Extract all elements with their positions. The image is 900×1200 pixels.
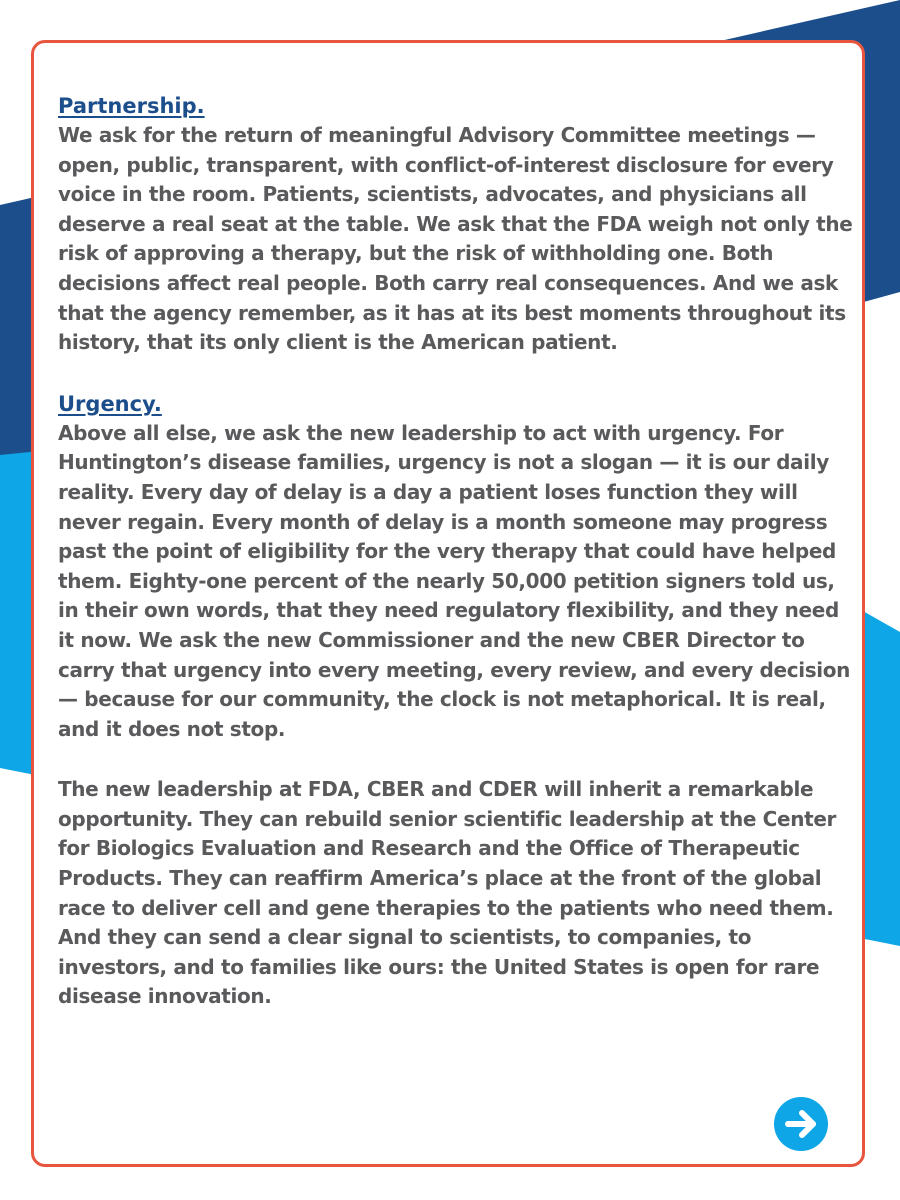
closing-paragraph: The new leadership at FDA, CBER and CDER will inherit a remarkable opportunity. They can rebuild senior scientific leadership at the Center for Biologics Evaluation and Research and the Office of Therapeutic Products. They can reaffirm America’s place at the front of the global race to deliver cell and gene therapies to the patients who need them. And they can send a clear signal to scientists, to companies, to investors, and to families like ours: the United States is open for rare disease innovation. bbox=[58, 777, 837, 1009]
partnership-heading: Partnership. bbox=[58, 94, 205, 118]
content-card bbox=[31, 40, 865, 1167]
section-spacer bbox=[58, 744, 853, 775]
card-content bbox=[58, 91, 853, 1012]
partnership-paragraph: We ask for the return of meaningful Advisory Committee meetings — open, public, transparent, with conflict-of-interest disclosure for every voice in the room. Patients, scientists, advocates, and physicians all deserve a real seat at the table. We ask that the FDA weigh not only the risk of approving a therapy, but the risk of withholding one. Both decisions affect real people. Both carry real consequences. And we ask that the agency remember, as it has at its best moments throughout its history, that its only client is the American patient. bbox=[58, 123, 853, 355]
arrow-right-icon bbox=[774, 1097, 828, 1151]
urgency-paragraph: Above all else, we ask the new leadership to act with urgency. For Huntington’s disease families, urgency is not a slogan — it is our daily reality. Every day of delay is a day a patient loses function they will never regain. Every month of delay is a month someone may progress past the point of eligibility for the very therapy that could have helped them. Eighty-one percent of the nearly 50,000 petition signers told us, in their own words, that they need regulatory flexibility, and they need it now. We ask the new Commissioner and the new CBER Director to carry that urgency into every meeting, every review, and every decision — because for our community, the clock is not metaphorical. It is real, and it does not stop. bbox=[58, 420, 851, 741]
section-spacer bbox=[58, 358, 853, 389]
next-page-button[interactable] bbox=[774, 1097, 828, 1151]
urgency-heading: Urgency. bbox=[58, 391, 162, 416]
